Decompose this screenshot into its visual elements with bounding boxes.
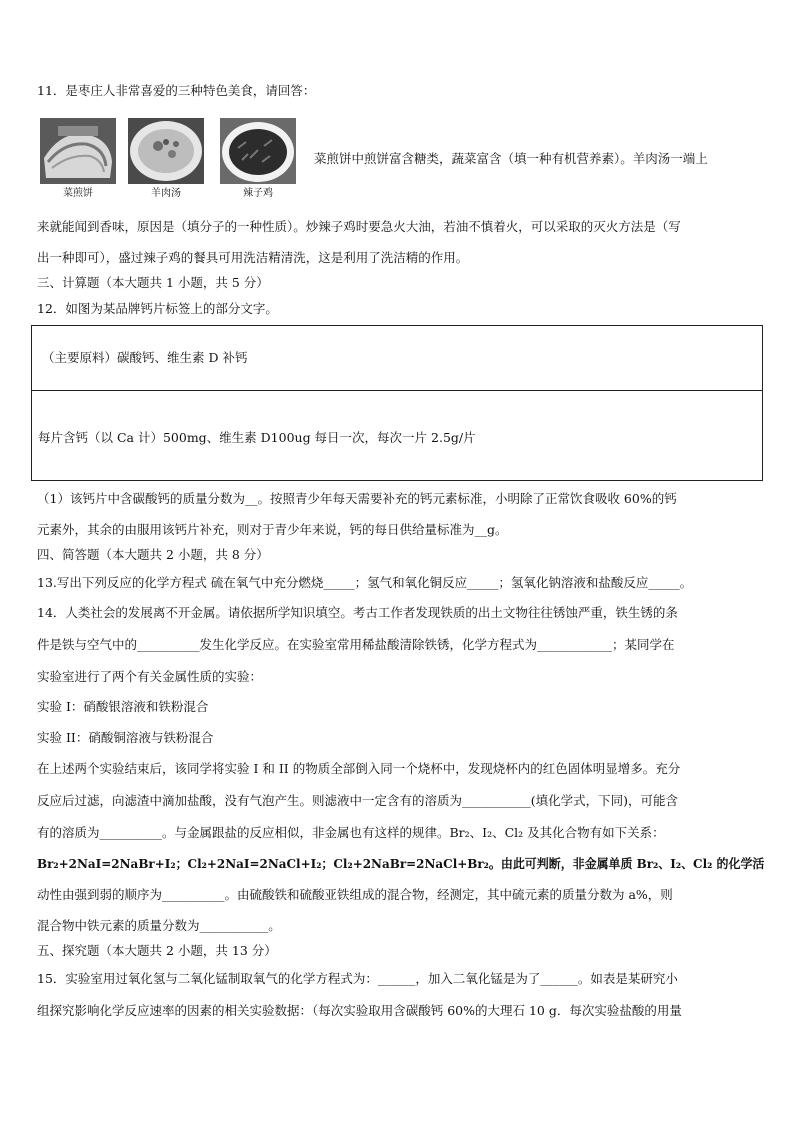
q14-line6: 有的溶质为__________。与金属跟盐的反应相似，非金属也有这样的规律。Br₂、I₂、Cl₂ 及其化合物有如下关系： [37,825,665,840]
caijianbing-image [40,118,116,184]
label-row-ingredients: （主要原料）碳酸钙、维生素 D 补钙 [42,350,248,365]
caption-caijianbing: 菜煎饼 [63,188,93,199]
q14-line7: Br₂+2NaI=2NaBr+I₂；Cl₂+2NaI=2NaCl+I₂；Cl₂+2NaBr=2NaCl+Br₂。由此可判断，非金属单质 Br₂、I₂、Cl₂ 的化学活 [37,856,765,871]
section-3-heading: 三、计算题（本大题共 1 小题，共 5 分） [37,275,269,290]
q12-line3: 元素外，其余的由服用该钙片补充，则对于青少年来说，钙的每日供给量标准为__g。 [37,522,508,537]
q15-line1: 15．实验室用过氧化氢与二氧化锰制取氧气的化学方程式为：______，加入二氧化锰是为了______。如表是某研究小 [37,971,678,986]
q14-line1: 14．人类社会的发展离不开金属。请依据所学知识填空。考古工作者发现铁质的出土文物往往锈蚀严重，铁生锈的条 [37,605,678,620]
q14-experiment-1: 实验 I：硝酸银溶液和铁粉混合 [37,699,209,714]
q15-line2: 组探究影响化学反应速率的因素的相关实验数据：（每次实验取用含碳酸钙 60%的大理石 10 g．每次实验盐酸的用量 [37,1003,682,1018]
photo-caijianbing [40,118,116,202]
q14-line2: 件是铁与空气中的__________发生化学反应。在实验室常用稀盐酸清除铁锈，化学方程式为____________；某同学在 [37,637,675,652]
q11-line4: 出一种即可），盛过辣子鸡的餐具可用洗洁精清洗，这是利用了洗洁精的作用。 [37,250,469,265]
calcium-label-table [31,325,763,481]
section-5-heading: 五、探究题（本大题共 2 小题，共 13 分） [37,943,277,958]
photo-laziji [220,118,296,202]
photo-yangroutang [128,118,204,202]
yangroutang-image [128,118,204,184]
q14-line3: 实验室进行了两个有关金属性质的实验： [37,669,263,684]
laziji-image [220,118,296,184]
q13: 13.写出下列反应的化学方程式 硫在氧气中充分燃烧_____；氢气和氧化铜反应_____；氢氧化钠溶液和盐酸反应_____。 [37,575,693,590]
q11-photo-strip [40,118,308,202]
q11-line3: 来就能闻到香味，原因是（填分子的一种性质）。炒辣子鸡时要急火大油，若油不慎着火，可以采取的灭火方法是（写 [37,219,681,234]
q14-line4: 在上述两个实验结束后，该同学将实验 I 和 II 的物质全部倒入同一个烧杯中，发现烧杯内的红色固体明显增多。充分 [37,761,681,776]
q12-line2: （1）该钙片中含碳酸钙的质量分数为__。按照青少年每天需要补充的钙元素标准，小明除了正常饮食吸收 60%的钙 [37,491,677,506]
q14-line9: 混合物中铁元素的质量分数为___________。 [37,918,281,933]
label-row-content: 每片含钙（以 Ca 计）500mg、维生素 D100ug 每日一次，每次一片 2.5g/片 [38,430,476,445]
label-divider [32,390,762,391]
q11-line2: 菜煎饼中煎饼富含糖类，蔬菜富含（填一种有机营养素）。羊肉汤一端上 [314,151,708,166]
q14-line8: 动性由强到弱的顺序为__________。由硫酸铁和硫酸亚铁组成的混合物，经测定，其中硫元素的质量分数为 a%，则 [37,887,673,902]
caption-laziji: 辣子鸡 [243,188,273,199]
caption-yangroutang: 羊肉汤 [151,188,181,199]
q11-line1: 11．是枣庄人非常喜爱的三种特色美食，请回答： [37,83,316,98]
q12-line1: 12．如图为某品牌钙片标签上的部分文字。 [37,301,278,316]
q14-experiment-2: 实验 II：硝酸铜溶液与铁粉混合 [37,730,214,745]
section-4-heading: 四、简答题（本大题共 2 小题，共 8 分） [37,547,269,562]
q14-line5: 反应后过滤，向滤渣中滴加盐酸，没有气泡产生。则滤液中一定含有的溶质为___________(填化学式，下同)，可能含 [37,793,679,808]
